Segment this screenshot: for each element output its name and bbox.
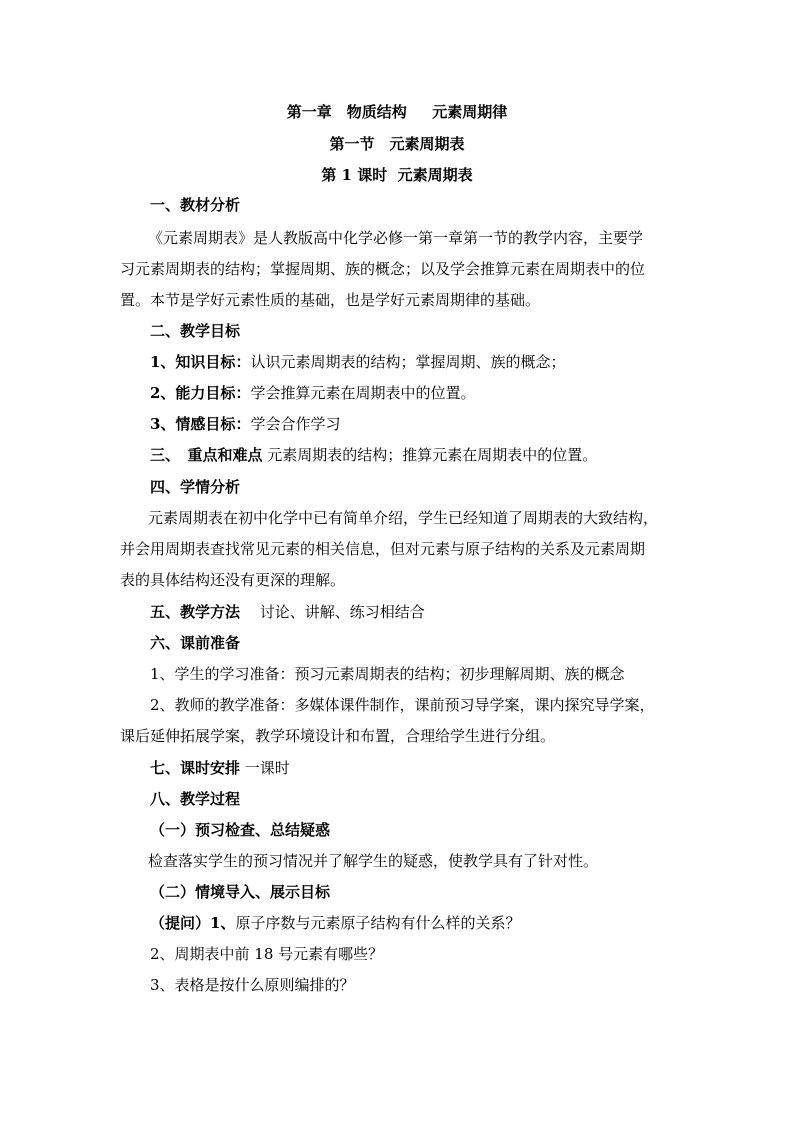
- goal-knowledge-label: 1、知识目标：: [150, 353, 251, 371]
- class-hours-text: 一课时: [240, 759, 290, 777]
- heading-student-analysis: 四、学情分析: [150, 478, 241, 496]
- preparation-line-2: 2、教师的教学准备：多媒体课件制作，课前预习导学案，课内探究导学案，: [150, 696, 655, 714]
- subheading-preview-check: （一）预习检查、总结疑惑: [150, 821, 331, 839]
- heading-key-points: 三、 重点和难点: [150, 446, 263, 464]
- goal-knowledge: [150, 352, 565, 372]
- question-1: [150, 913, 520, 933]
- goal-knowledge-text: 认识元素周期表的结构；掌握周期、族的概念；: [250, 353, 566, 371]
- teaching-methods: [150, 602, 425, 622]
- heading-teaching-methods: 五、教学方法: [150, 603, 241, 621]
- preparation-line-3: 课后延伸拓展学案，教学环境设计和布置，合理给学生进行分组。: [120, 727, 556, 745]
- question-2: 2、周期表中前 18 号元素有哪些？: [150, 945, 384, 963]
- goal-ability-label: 2、能力目标：: [150, 384, 251, 402]
- heading-preparation: 六、课前准备: [150, 634, 241, 652]
- goal-emotion: [150, 414, 340, 434]
- question-1-text: 原子序数与元素原子结构有什么样的关系？: [235, 914, 521, 932]
- class-hours: [150, 758, 290, 778]
- teaching-methods-text: 讨论、讲解、练习相结合: [240, 603, 425, 621]
- student-analysis-line-2: 并会用周期表查找常见元素的相关信息，但对元素与原子结构的关系及元素周期: [120, 540, 646, 558]
- goal-ability-text: 学会推算元素在周期表中的位置。: [250, 384, 476, 402]
- lesson-title: 第 1 课时 元素周期表: [321, 166, 473, 184]
- textbook-analysis-line-2: 习元素周期表的结构；掌握周期、族的概念；以及学会推算元素在周期表中的位: [120, 260, 646, 278]
- preparation-line-1: 1、学生的学习准备：预习元素周期表的结构；初步理解周期、族的概念: [150, 665, 625, 683]
- goal-emotion-text: 学会合作学习: [250, 415, 341, 433]
- chapter-title: 第一章 物质结构 元素周期律: [286, 103, 508, 121]
- section-title: 第一节 元素周期表: [329, 135, 465, 153]
- heading-class-hours: 七、课时安排: [150, 759, 241, 777]
- subheading-scenario-intro: （二）情境导入、展示目标: [150, 883, 331, 901]
- question-3: 3、表格是按什么原则编排的？: [150, 976, 355, 994]
- textbook-analysis-line-3: 置。本节是学好元素性质的基础，也是学好元素周期律的基础。: [120, 291, 541, 309]
- preview-check-text: 检查落实学生的预习情况并了解学生的疑惑，使教学具有了针对性。: [148, 852, 599, 870]
- student-analysis-line-3: 表的具体结构还没有更深的理解。: [120, 571, 346, 589]
- textbook-analysis-line-1: 《元素周期表》是人教版高中化学必修一第一章第一节的教学内容，主要学: [148, 229, 644, 247]
- heading-teaching-process: 八、教学过程: [150, 790, 241, 808]
- question-1-label: （提问）1、: [150, 914, 236, 932]
- key-points-text: 元素周期表的结构；推算元素在周期表中的位置。: [262, 446, 598, 464]
- goal-emotion-label: 3、情感目标：: [150, 415, 251, 433]
- goal-ability: [150, 383, 475, 403]
- student-analysis-line-1: 元素周期表在初中化学中已有简单介绍，学生已经知道了周期表的大致结构，: [148, 509, 659, 527]
- heading-textbook-analysis: 一、教材分析: [150, 196, 241, 214]
- heading-teaching-goals: 二、教学目标: [150, 322, 241, 340]
- key-difficult-points: [150, 445, 597, 465]
